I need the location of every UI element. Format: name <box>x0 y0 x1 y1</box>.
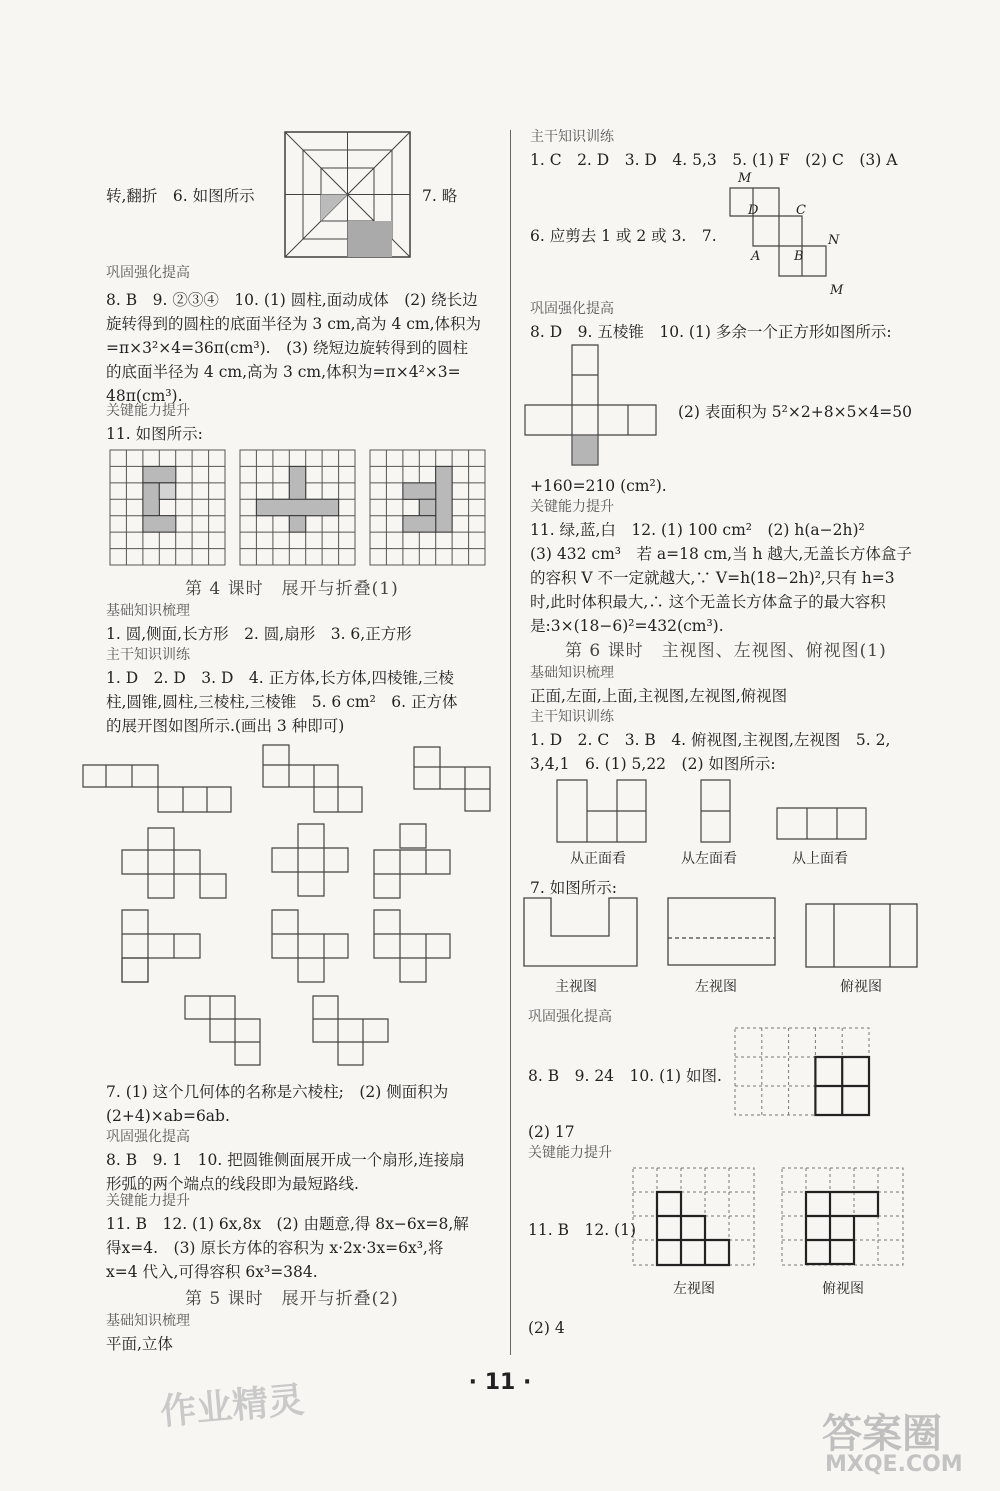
section-heading: 巩固强化提高 <box>106 265 190 281</box>
main-view-figure <box>524 898 639 966</box>
top-view-grid-figure <box>782 1168 904 1266</box>
net-label: M <box>738 171 752 186</box>
section-heading: 基础知识梳理 <box>530 665 614 681</box>
section-heading: 关键能力提升 <box>530 499 614 515</box>
net-label: A <box>751 249 761 264</box>
answer-line: =π×3²×4=36π(cm³). (3) 绕短边旋转得到的圆柱 <box>106 339 468 357</box>
figure-caption: 俯视图 <box>822 1281 864 1297</box>
answer-line: 柱,圆锥,圆柱,三棱柱,三棱锥 5. 6 cm² 6. 正方体 <box>106 693 458 711</box>
figure-caption: 从左面看 <box>681 851 737 867</box>
view-top-figure <box>777 808 867 840</box>
dashed-grid-answer-figure <box>735 1028 870 1116</box>
section-heading: 巩固强化提高 <box>106 1129 190 1145</box>
net-label: C <box>796 203 806 218</box>
answer-line: +160=210 (cm²). <box>530 477 667 495</box>
answer-line: 11. B 12. (1) <box>528 1221 637 1239</box>
answer-line: 11. 绿,蓝,白 12. (1) 100 cm² (2) h(a−2h)² <box>530 521 865 539</box>
answer-line: 8. B 9. 1 10. 把圆锥侧面展开成一个扇形,连接扇 <box>106 1151 465 1169</box>
net-label: B <box>794 249 804 264</box>
answer-line: 11. 如图所示: <box>106 425 203 443</box>
answer-line: 1. D 2. C 3. B 4. 俯视图,主视图,左视图 5. 2, <box>530 731 891 749</box>
labeled-net-figure <box>730 168 860 300</box>
watermark-url: MXQE.COM <box>825 1452 963 1477</box>
section-heading: 主干知识训练 <box>530 129 614 145</box>
figure-caption: 左视图 <box>673 1281 715 1297</box>
answer-line: 平面,立体 <box>106 1335 173 1353</box>
answer-line: 7. (1) 这个几何体的名称是六棱柱; (2) 侧面积为 <box>106 1083 449 1101</box>
section-heading: 主干知识训练 <box>106 647 190 663</box>
answer-line: 旋转得到的圆柱的底面半径为 3 cm,高为 4 cm,体积为 <box>106 315 482 333</box>
figure-caption: 俯视图 <box>840 979 882 995</box>
answer-line: 48π(cm³). <box>106 387 183 405</box>
answer-line: 6. 应剪去 1 或 2 或 3. 7. <box>530 227 717 245</box>
lesson-title: 第 6 课时 主视图、左视图、俯视图(1) <box>565 641 887 661</box>
answer-line: 的容积 V 不一定就越大,∵ V=h(18−2h)²,只有 h=3 <box>530 569 895 587</box>
answer-line: 1. 圆,侧面,长方形 2. 圆,扇形 3. 6,正方形 <box>106 625 412 643</box>
section-heading: 巩固强化提高 <box>530 301 614 317</box>
net-label: M <box>830 283 844 298</box>
section-heading: 关键能力提升 <box>106 403 190 419</box>
answer-line: x=4 代入,可得容积 6x³=384. <box>106 1263 318 1281</box>
answer-line: 时,此时体积最大,∴ 这个无盖长方体盒子的最大容积 <box>530 593 886 611</box>
net-label: N <box>828 233 840 248</box>
view-left-figure <box>701 780 731 842</box>
column-divider <box>510 130 511 1355</box>
answer-line: 形弧的两个端点的线段即为最短路线. <box>106 1175 359 1193</box>
section-heading: 主干知识训练 <box>530 709 614 725</box>
section-heading: 基础知识梳理 <box>106 603 190 619</box>
figure-caption: 从正面看 <box>570 851 626 867</box>
answer-line: 的展开图如图所示.(画出 3 种即可) <box>106 717 345 735</box>
answer-line: (2) 17 <box>528 1123 575 1141</box>
answer-line: 8. D 9. 五棱锥 10. (1) 多余一个正方形如图所示: <box>530 323 892 341</box>
figure-caption: 从上面看 <box>792 851 848 867</box>
section-heading: 关键能力提升 <box>106 1193 190 1209</box>
answer-line: (2) 4 <box>528 1319 565 1337</box>
lesson-title: 第 4 课时 展开与折叠(1) <box>185 579 399 599</box>
answer-line: 8. B 9. ②③④ 10. (1) 圆柱,面动成体 (2) 绕长边 <box>106 291 478 309</box>
top-line-b: 7. 略 <box>422 187 458 205</box>
grid-figure-1 <box>110 450 225 565</box>
section-heading: 巩固强化提高 <box>528 1009 612 1025</box>
answer-line: (2+4)×ab=6ab. <box>106 1107 230 1125</box>
figure-caption: 主视图 <box>555 979 597 995</box>
answer-line: (2) 表面积为 5²×2+8×5×4=50 <box>678 403 912 421</box>
watermark-text: 作业精灵 <box>158 1379 306 1434</box>
answer-line: 1. C 2. D 3. D 4. 5,3 5. (1) F (2) C (3) A <box>530 151 898 169</box>
section-heading: 基础知识梳理 <box>106 1313 190 1329</box>
answer-line: 1. D 2. D 3. D 4. 正方体,长方体,四棱锥,三棱 <box>106 669 454 687</box>
square-pattern-figure <box>285 132 410 257</box>
answer-line: 8. B 9. 24 10. (1) 如图. <box>528 1067 722 1085</box>
watermark-logo: 答案圈 <box>822 1411 942 1457</box>
answer-line: 得x=4. (3) 原长方体的容积为 x·2x·3x=6x³,将 <box>106 1239 444 1257</box>
answer-line: 7. 如图所示: <box>530 879 617 897</box>
extra-square-net-figure <box>525 345 660 470</box>
answer-line: 是:3×(18−6)²=432(cm³). <box>530 617 724 635</box>
answer-line: 的底面半径为 4 cm,高为 3 cm,体积为=π×4²×3= <box>106 363 461 381</box>
lesson-title: 第 5 课时 展开与折叠(2) <box>185 1289 399 1309</box>
section-heading: 关键能力提升 <box>528 1145 612 1161</box>
net-label: D <box>748 203 759 218</box>
cube-nets-figure <box>80 740 500 1075</box>
left-view-grid-figure <box>633 1168 755 1266</box>
page-number: · 11 · <box>468 1370 532 1395</box>
answer-line: 3,4,1 6. (1) 5,22 (2) 如图所示: <box>530 755 776 773</box>
view-front-figure <box>557 780 647 842</box>
top-view-figure <box>806 904 918 968</box>
answer-line: (3) 432 cm³ 若 a=18 cm,当 h 越大,无盖长方体盒子 <box>530 545 912 563</box>
figure-caption: 左视图 <box>695 979 737 995</box>
left-view-figure <box>668 898 776 966</box>
answer-line: 11. B 12. (1) 6x,8x (2) 由题意,得 8x−6x=8,解 <box>106 1215 469 1233</box>
top-line-a: 转,翻折 6. 如图所示 <box>106 187 255 205</box>
answer-line: 正面,左面,上面,主视图,左视图,俯视图 <box>530 687 788 705</box>
grid-figure-2 <box>240 450 355 565</box>
grid-figure-3 <box>370 450 485 565</box>
